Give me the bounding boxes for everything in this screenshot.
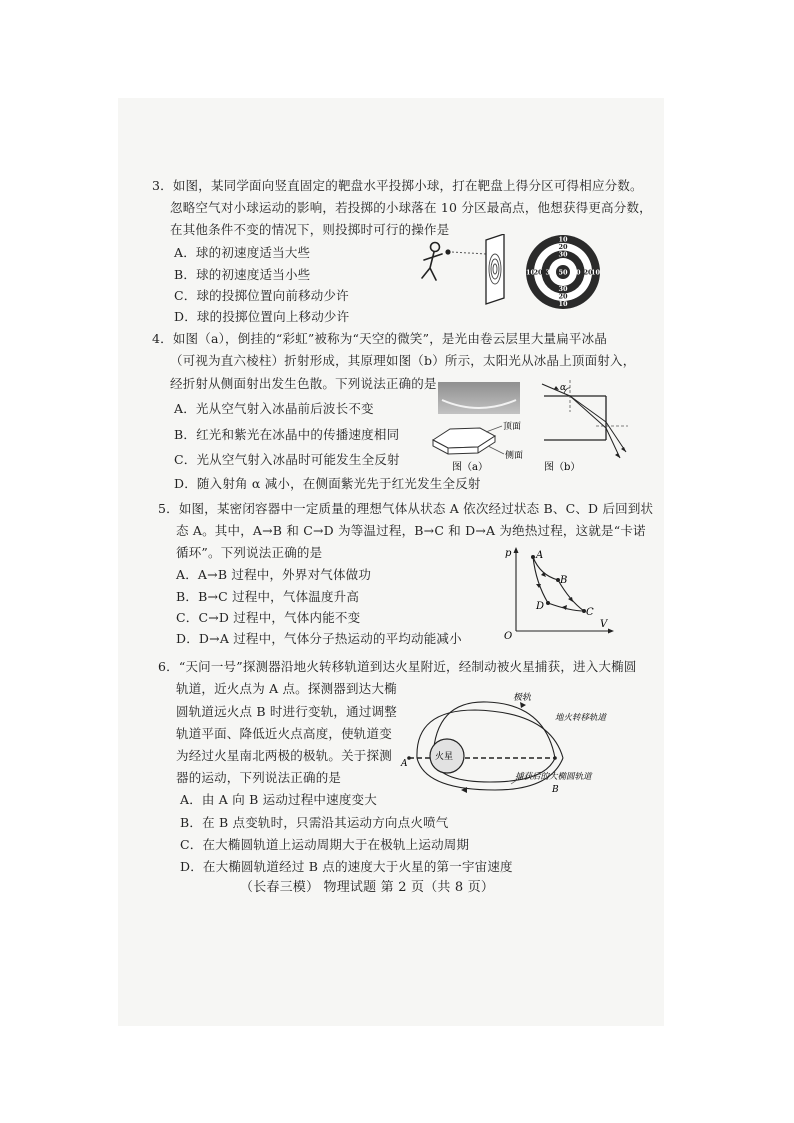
q5-option-c: C．C→D 过程中，气体内能不变 [176,610,361,625]
q6-option-b: B．在 B 点变轨时，只需沿其运动方向点火喷气 [180,815,449,830]
q6-line5: 为经过火星南北两极的极轨。关于探测 [176,748,392,763]
q6-option-c: C．在大椭圆轨道上运动周期大于在极轨上运动周期 [180,837,470,852]
q6-orbit-diagram [395,690,635,798]
q4-option-b: B．红光和紫光在冰晶中的传播速度相同 [174,427,400,442]
score-label: 10 [558,235,568,244]
score-label: 20 [583,268,593,277]
q4-option-c: C．光从空气射入冰晶时可能发生全反射 [174,452,400,467]
hexagonal-ice-crystal [433,428,495,454]
state-c-label: C [586,607,594,618]
q5-pv-diagram [500,545,620,641]
caption-figure-a: 图（a） [452,462,488,472]
refracted-ray [570,396,606,422]
q5-option-b: B．B→C 过程中，气体温度升高 [176,589,360,604]
score-label: 20 [533,268,543,277]
label-top-face: 顶面 [503,422,522,432]
q4-option-d: D．随入射角 α 减小，在侧面紫光先于红光发生全反射 [174,476,481,491]
page-footer: （长春三模） 物理试题 第 2 页（共 8 页） [240,880,495,895]
score-label: 30 [558,250,568,259]
state-a-label: A [536,550,544,561]
emergent-ray [606,422,626,452]
label-point-b: B [552,785,559,795]
label-mars: 火星 [435,752,454,762]
q3-line3: 在其他条件不变的情况下，则投掷时可行的操作是 [170,222,450,237]
refracted-ray [570,396,606,428]
state-b-label: B [560,575,568,586]
state-d-label: D [536,601,545,612]
q6-line1: 6．“天问一号”探测器沿地火转移轨道到达火星附近，经制动被火星捕获，进入大椭圆 [158,659,637,674]
q3-option-d: D．球的投掷位置向上移动少许 [174,309,350,324]
score-label: 10 [558,300,568,308]
label-transfer-orbit: 地火转移轨道 [555,713,607,723]
label-point-a: A [401,759,408,769]
ball-path [452,252,486,254]
crystal-cross-section [544,396,606,440]
score-label: 50 [558,268,568,277]
alpha-label: α [560,383,567,393]
q6-line2: 轨道，近火点为 A 点。探测器到达大椭 [176,681,397,696]
score-label: 10 [590,268,601,277]
q3-line1: 3．如图，某同学面向竖直固定的靶盘水平投掷小球，打在靶盘上得分区可得相应分数。 [152,178,643,193]
score-label: 20 [558,243,568,251]
q3-option-a: A．球的初速度适当大些 [174,245,311,260]
axis-label-p: p [505,548,512,559]
rainbow-photo [438,382,520,414]
q4-figure-b [540,376,636,472]
q5-line2: 态 A。其中，A→B 和 C→D 为等温过程，B→C 和 D→A 为绝热过程，这就是“卡诺 [176,523,646,538]
q3-option-c: C．球的投掷位置向前移动少许 [174,288,349,303]
q5-option-a: A．A→B 过程中，外界对气体做功 [176,567,372,582]
q4-line3: 经折射从侧面射出发生色散。下列说法正确的是 [170,376,437,391]
state-d-point [546,601,550,605]
origin-label: O [504,631,513,641]
q5-line3: 循环”。下列说法正确的是 [176,545,323,560]
q6-line3: 圆轨道远火点 B 时进行变轨，通过调整 [176,704,397,719]
perigee-point-a [407,756,411,760]
score-label: 20 [558,292,568,301]
q6-option-d: D．在大椭圆轨道经过 B 点的速度大于火星的第一宇宙速度 [180,859,513,874]
score-label: 30 [571,268,581,277]
score-label: 10 [525,268,536,277]
q4-figure-a [428,376,538,472]
q6-line4: 轨道平面、降低近火点高度，使轨道变 [176,726,392,741]
thrower-figure [422,243,442,281]
q5-option-d: D．D→A 过程中，气体分子热运动的平均动能减小 [176,631,462,646]
q6-option-a: A．由 A 向 B 运动过程中速度变大 [180,792,377,807]
state-a-point [531,555,535,559]
score-label: 30 [545,268,555,277]
q3-line2: 忽略空气对小球运动的影响，若投掷的小球落在 10 分区最高点，他想获得更高分数， [170,200,652,215]
q3-target-face [525,234,601,310]
label-polar-orbit: 极轨 [513,693,532,703]
q6-line6: 器的运动，下列说法正确的是 [176,770,342,785]
score-label: 30 [558,285,568,293]
axis-label-v: V [600,619,608,630]
q4-line2: （可视为直六棱柱）折射形成，其原理如图（b）所示，太阳光从冰晶上顶面射入， [170,353,636,368]
q4-line1: 4．如图（a），倒挂的“彩虹”被称为“天空的微笑”，是光由卷云层里大量扁平冰晶 [152,331,608,346]
q5-line1: 5．如图，某密闭容器中一定质量的理想气体从状态 A 依次经过状态 B、C、D 后回到状 [158,501,654,516]
caption-figure-b: 图（b） [544,462,581,472]
label-captured-orbit: 捕获后的大椭圆轨道 [515,772,592,782]
target-board-side [486,234,504,304]
q4-option-a: A．光从空气射入冰晶前后波长不变 [174,401,374,416]
apogee-point-b [553,756,557,760]
q3-option-b: B．球的初速度适当小些 [174,267,311,282]
label-side-face: 侧面 [505,451,524,461]
ball [445,249,450,254]
